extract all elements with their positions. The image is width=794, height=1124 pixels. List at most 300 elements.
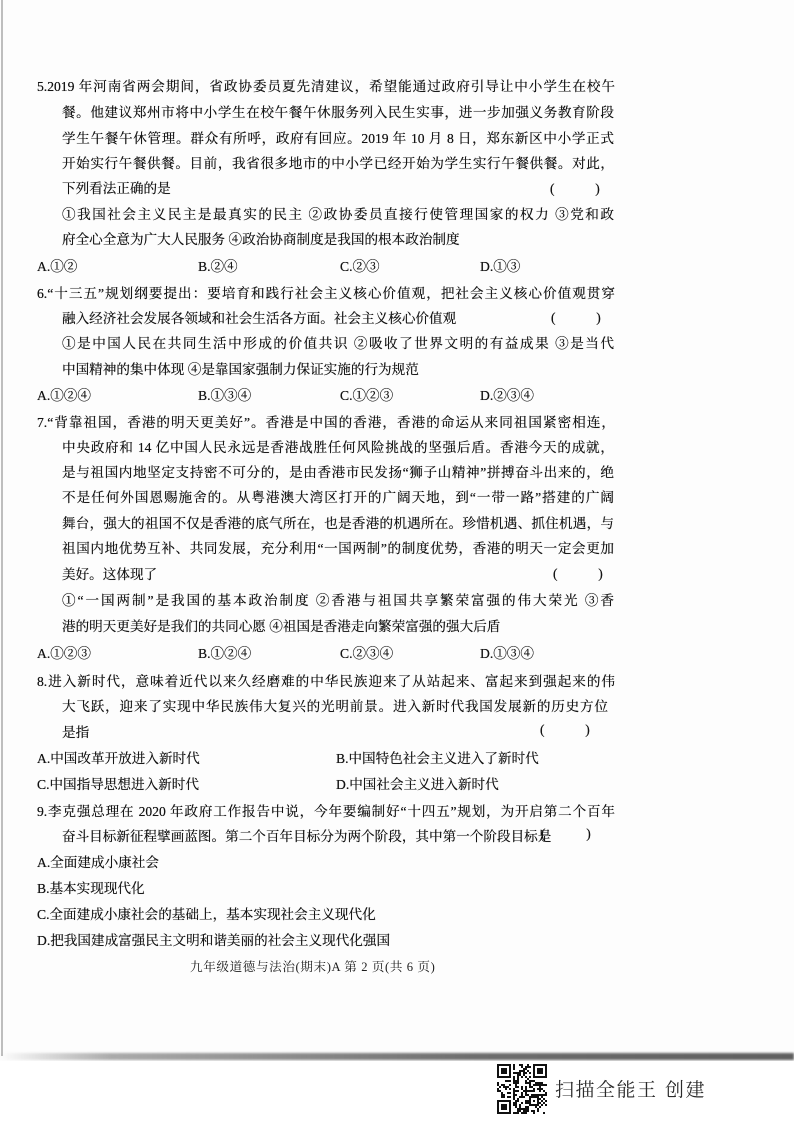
qr-module bbox=[517, 1074, 519, 1076]
qr-module bbox=[543, 1076, 545, 1078]
qr-module bbox=[529, 1090, 531, 1092]
qr-module bbox=[519, 1074, 521, 1076]
qr-module bbox=[523, 1074, 525, 1076]
qr-module bbox=[535, 1096, 537, 1098]
q5-option-d: D.①③ bbox=[480, 259, 521, 274]
q7-number: 7. bbox=[37, 415, 48, 430]
qr-module bbox=[527, 1110, 529, 1112]
qr-module bbox=[527, 1078, 529, 1080]
qr-module bbox=[509, 1108, 511, 1110]
qr-module bbox=[515, 1072, 517, 1074]
qr-module bbox=[507, 1076, 509, 1078]
q9-option-a: A.全面建成小康社会 bbox=[37, 855, 159, 870]
qr-code-icon bbox=[497, 1064, 547, 1114]
q5-statement-line-2: 府全心全意为广大人民服务 ④政治协商制度是我国的根本政治制度 bbox=[62, 232, 460, 247]
qr-module bbox=[517, 1078, 519, 1080]
qr-module bbox=[537, 1084, 539, 1086]
qr-module bbox=[497, 1088, 499, 1090]
qr-module bbox=[533, 1104, 535, 1106]
qr-module bbox=[531, 1090, 533, 1092]
qr-module bbox=[497, 1110, 499, 1112]
qr-module bbox=[517, 1082, 519, 1084]
qr-module bbox=[509, 1084, 511, 1086]
qr-module bbox=[541, 1082, 543, 1084]
qr-module bbox=[521, 1070, 523, 1072]
qr-module bbox=[519, 1096, 521, 1098]
qr-module bbox=[513, 1078, 515, 1080]
q6-option-a: A.①②④ bbox=[37, 388, 91, 403]
qr-module bbox=[503, 1108, 505, 1110]
qr-module bbox=[519, 1110, 521, 1112]
qr-module bbox=[533, 1070, 535, 1072]
qr-module bbox=[515, 1090, 517, 1092]
q9-answer-bracket: ( ) bbox=[541, 826, 591, 841]
qr-module bbox=[503, 1096, 505, 1098]
q7-option-c: C.②③④ bbox=[340, 646, 394, 661]
qr-module bbox=[527, 1070, 529, 1072]
qr-module bbox=[523, 1096, 525, 1098]
qr-module bbox=[521, 1112, 523, 1114]
q6-statement-line-2: 中国精神的集中体现 ④是靠国家强制力保证实施的行为规范 bbox=[62, 362, 419, 377]
qr-module bbox=[497, 1090, 499, 1092]
qr-module bbox=[533, 1084, 535, 1086]
q8-answer-bracket: ( ) bbox=[540, 722, 590, 737]
qr-module bbox=[503, 1072, 505, 1074]
qr-module bbox=[505, 1070, 507, 1072]
qr-module bbox=[497, 1112, 499, 1114]
qr-module bbox=[497, 1074, 499, 1076]
qr-module bbox=[505, 1072, 507, 1074]
qr-module bbox=[543, 1084, 545, 1086]
qr-module bbox=[501, 1094, 503, 1096]
qr-module bbox=[537, 1098, 539, 1100]
qr-module bbox=[543, 1090, 545, 1092]
qr-module bbox=[535, 1104, 537, 1106]
qr-module bbox=[515, 1084, 517, 1086]
qr-module bbox=[513, 1072, 515, 1074]
qr-module bbox=[533, 1066, 535, 1068]
qr-module bbox=[525, 1080, 527, 1082]
qr-module bbox=[521, 1086, 523, 1088]
qr-module bbox=[513, 1088, 515, 1090]
qr-module bbox=[525, 1102, 527, 1104]
q6-stem-line-2: 融入经济社会发展各领域和社会生活各方面。社会主义核心价值观 bbox=[62, 311, 457, 326]
qr-module bbox=[523, 1068, 525, 1070]
qr-module bbox=[517, 1076, 519, 1078]
qr-module bbox=[519, 1072, 521, 1074]
qr-module bbox=[505, 1068, 507, 1070]
q6-stem-text-1: “十三五”规划纲要提出：要培育和践行社会主义核心价值观，把社会主义核心价值观贯穿 bbox=[47, 286, 615, 301]
qr-module bbox=[545, 1092, 547, 1094]
qr-module bbox=[497, 1102, 499, 1104]
qr-module bbox=[497, 1066, 499, 1068]
qr-module bbox=[509, 1076, 511, 1078]
qr-module bbox=[507, 1100, 509, 1102]
qr-module bbox=[523, 1070, 525, 1072]
q7-stem-line-1 bbox=[37, 411, 615, 435]
qr-module bbox=[527, 1108, 529, 1110]
qr-module bbox=[545, 1084, 547, 1086]
qr-module bbox=[509, 1064, 511, 1066]
qr-module bbox=[533, 1074, 535, 1076]
qr-module bbox=[515, 1104, 517, 1106]
qr-module bbox=[539, 1082, 541, 1084]
qr-module bbox=[519, 1104, 521, 1106]
page-footer: 九年级道德与法治(期末)A 第 2 页(共 6 页) bbox=[190, 960, 436, 974]
qr-module bbox=[537, 1068, 539, 1070]
q9-option-d: D.把我国建成富强民主文明和谐美丽的社会主义现代化强国 bbox=[37, 933, 391, 948]
q7-stem-line-6: 祖国内地优势互补、共同发展，充分利用“一国两制”的制度优势，香港的明天一定会更加 bbox=[62, 541, 614, 556]
qr-module bbox=[527, 1064, 529, 1066]
qr-module bbox=[537, 1104, 539, 1106]
qr-module bbox=[545, 1074, 547, 1076]
qr-module bbox=[537, 1072, 539, 1074]
qr-module bbox=[541, 1064, 543, 1066]
qr-module bbox=[519, 1108, 521, 1110]
qr-module bbox=[541, 1094, 543, 1096]
qr-module bbox=[531, 1104, 533, 1106]
qr-module bbox=[529, 1084, 531, 1086]
qr-module bbox=[497, 1108, 499, 1110]
qr-module bbox=[497, 1068, 499, 1070]
q6-statement-line-1: ①是中国人民在共同生活中形成的价值共识 ②吸收了世界文明的有益成果 ③是当代 bbox=[62, 336, 614, 351]
qr-module bbox=[541, 1076, 543, 1078]
qr-module bbox=[529, 1102, 531, 1104]
qr-module bbox=[537, 1110, 539, 1112]
qr-module bbox=[537, 1102, 539, 1104]
qr-module bbox=[513, 1112, 515, 1114]
q7-option-a: A.①②③ bbox=[37, 646, 91, 661]
qr-module bbox=[501, 1072, 503, 1074]
qr-module bbox=[545, 1100, 547, 1102]
qr-module bbox=[529, 1096, 531, 1098]
qr-module bbox=[509, 1110, 511, 1112]
q8-stem-line-1 bbox=[37, 670, 615, 694]
qr-module bbox=[509, 1104, 511, 1106]
qr-module bbox=[545, 1094, 547, 1096]
q5-stem-line-2: 餐。他建议郑州市将中小学生在校午餐午休服务列入民生实事，进一步加强义务教育阶段 bbox=[62, 105, 614, 120]
q8-option-c: C.中国指导思想进入新时代 bbox=[37, 777, 199, 792]
qr-module bbox=[525, 1082, 527, 1084]
qr-module bbox=[539, 1094, 541, 1096]
qr-module bbox=[533, 1094, 535, 1096]
qr-module bbox=[513, 1066, 515, 1068]
q5-statement-line-1: ①我国社会主义民主是最真实的民主 ②政协委员直接行使管理国家的权力 ③党和政 bbox=[62, 207, 614, 222]
q7-statement-line-1: ①“一国两制”是我国的基本政治制度 ②香港与祖国共享繁荣富强的伟大荣光 ③香 bbox=[62, 593, 614, 608]
qr-module bbox=[539, 1090, 541, 1092]
qr-module bbox=[533, 1090, 535, 1092]
q5-stem-text-1: 2019 年河南省两会期间，省政协委员夏先清建议，希望能通过政府引导让中小学生在校午 bbox=[47, 79, 615, 94]
qr-module bbox=[507, 1112, 509, 1114]
qr-module bbox=[535, 1064, 537, 1066]
qr-module bbox=[505, 1106, 507, 1108]
qr-module bbox=[513, 1082, 515, 1084]
qr-module bbox=[531, 1094, 533, 1096]
qr-module bbox=[537, 1088, 539, 1090]
qr-module bbox=[515, 1094, 517, 1096]
qr-module bbox=[525, 1072, 527, 1074]
qr-module bbox=[521, 1092, 523, 1094]
qr-module bbox=[505, 1100, 507, 1102]
qr-module bbox=[501, 1070, 503, 1072]
qr-module bbox=[523, 1108, 525, 1110]
qr-module bbox=[527, 1100, 529, 1102]
qr-module bbox=[501, 1096, 503, 1098]
qr-module bbox=[509, 1088, 511, 1090]
qr-module bbox=[515, 1106, 517, 1108]
qr-module bbox=[509, 1068, 511, 1070]
qr-module bbox=[517, 1108, 519, 1110]
qr-module bbox=[541, 1100, 543, 1102]
qr-module bbox=[535, 1094, 537, 1096]
qr-module bbox=[513, 1102, 515, 1104]
qr-module bbox=[521, 1088, 523, 1090]
qr-module bbox=[535, 1106, 537, 1108]
qr-module bbox=[503, 1084, 505, 1086]
qr-module bbox=[515, 1086, 517, 1088]
qr-module bbox=[545, 1076, 547, 1078]
qr-module bbox=[529, 1098, 531, 1100]
qr-module bbox=[503, 1094, 505, 1096]
qr-module bbox=[521, 1102, 523, 1104]
qr-module bbox=[533, 1080, 535, 1082]
qr-module bbox=[517, 1100, 519, 1102]
q7-statement-line-2: 港的明天更美好是我们的共同心愿 ④祖国是香港走向繁荣富强的强大后盾 bbox=[62, 619, 501, 634]
qr-module bbox=[539, 1098, 541, 1100]
q6-number: 6. bbox=[37, 286, 48, 301]
qr-module bbox=[525, 1092, 527, 1094]
qr-module bbox=[515, 1112, 517, 1114]
qr-module bbox=[531, 1096, 533, 1098]
qr-module bbox=[531, 1110, 533, 1112]
q5-stem-line-4: 开始实行午餐供餐。目前，我省很多地市的中小学已经开始为学生实行午餐供餐。对此， bbox=[62, 156, 614, 171]
qr-module bbox=[501, 1100, 503, 1102]
qr-module bbox=[501, 1084, 503, 1086]
q5-number: 5. bbox=[37, 79, 48, 94]
qr-module bbox=[527, 1082, 529, 1084]
qr-module bbox=[517, 1090, 519, 1092]
qr-module bbox=[537, 1064, 539, 1066]
qr-module bbox=[517, 1112, 519, 1114]
qr-module bbox=[533, 1068, 535, 1070]
q5-option-c: C.②③ bbox=[340, 259, 380, 274]
qr-module bbox=[541, 1070, 543, 1072]
qr-module bbox=[501, 1104, 503, 1106]
qr-module bbox=[541, 1084, 543, 1086]
qr-module bbox=[499, 1076, 501, 1078]
qr-module bbox=[541, 1072, 543, 1074]
qr-module bbox=[541, 1104, 543, 1106]
q7-stem-line-3: 是与祖国内地坚定支持密不可分的，是由香港市民发扬“狮子山精神”拼搏奋斗出来的，绝 bbox=[62, 465, 614, 480]
qr-module bbox=[545, 1066, 547, 1068]
scanner-credit: 扫描全能王 创建 bbox=[555, 1079, 707, 1101]
qr-module bbox=[519, 1070, 521, 1072]
qr-module bbox=[505, 1088, 507, 1090]
qr-module bbox=[529, 1072, 531, 1074]
qr-module bbox=[533, 1112, 535, 1114]
qr-module bbox=[539, 1076, 541, 1078]
q7-stem-text-1: “背靠祖国，香港的明天更美好”。香港是中国的香港，香港的命运从来同祖国紧密相连， bbox=[47, 415, 615, 430]
qr-module bbox=[503, 1070, 505, 1072]
qr-module bbox=[543, 1064, 545, 1066]
qr-module bbox=[525, 1094, 527, 1096]
qr-module bbox=[521, 1094, 523, 1096]
qr-module bbox=[513, 1098, 515, 1100]
qr-module bbox=[525, 1066, 527, 1068]
qr-module bbox=[529, 1086, 531, 1088]
qr-module bbox=[537, 1094, 539, 1096]
qr-module bbox=[515, 1080, 517, 1082]
qr-module bbox=[527, 1090, 529, 1092]
qr-module bbox=[523, 1112, 525, 1114]
qr-module bbox=[513, 1090, 515, 1092]
qr-module bbox=[533, 1076, 535, 1078]
qr-module bbox=[517, 1086, 519, 1088]
qr-module bbox=[503, 1106, 505, 1108]
q5-option-b: B.②④ bbox=[198, 259, 238, 274]
qr-module bbox=[509, 1074, 511, 1076]
qr-module bbox=[539, 1068, 541, 1070]
qr-module bbox=[529, 1066, 531, 1068]
qr-module bbox=[509, 1102, 511, 1104]
qr-module bbox=[497, 1084, 499, 1086]
qr-module bbox=[521, 1076, 523, 1078]
qr-module bbox=[537, 1076, 539, 1078]
qr-module bbox=[539, 1088, 541, 1090]
qr-module bbox=[545, 1068, 547, 1070]
qr-module bbox=[513, 1076, 515, 1078]
qr-module bbox=[537, 1108, 539, 1110]
q7-stem-line-2: 中央政府和 14 亿中国人民永远是香港战胜任何风险挑战的坚强后盾。香港今天的成就， bbox=[62, 440, 614, 455]
qr-module bbox=[519, 1106, 521, 1108]
qr-module bbox=[505, 1086, 507, 1088]
qr-module bbox=[499, 1112, 501, 1114]
q7-answer-bracket: ( ) bbox=[553, 566, 603, 581]
qr-module bbox=[531, 1086, 533, 1088]
qr-module bbox=[503, 1064, 505, 1066]
qr-module bbox=[497, 1082, 499, 1084]
qr-module bbox=[523, 1110, 525, 1112]
qr-module bbox=[541, 1096, 543, 1098]
qr-module bbox=[533, 1088, 535, 1090]
q5-answer-bracket: ( ) bbox=[550, 181, 600, 196]
qr-module bbox=[525, 1100, 527, 1102]
qr-module bbox=[501, 1068, 503, 1070]
q8-stem-text-1: 进入新时代，意味着近代以来久经磨难的中华民族迎来了从站起来、富起来到强起来的伟 bbox=[47, 674, 615, 689]
q6-option-c: C.①②③ bbox=[340, 388, 394, 403]
qr-module bbox=[497, 1070, 499, 1072]
qr-module bbox=[497, 1104, 499, 1106]
qr-module bbox=[517, 1098, 519, 1100]
q6-option-d: D.②③④ bbox=[480, 388, 534, 403]
q6-answer-bracket: ( ) bbox=[551, 310, 601, 325]
q7-stem-line-4: 不是任何外国恩赐施舍的。从粤港澳大湾区打开的广阔天地，到“一带一路”搭建的广阔 bbox=[62, 490, 614, 505]
qr-module bbox=[507, 1096, 509, 1098]
qr-module bbox=[533, 1064, 535, 1066]
qr-module bbox=[533, 1100, 535, 1102]
q8-number: 8. bbox=[37, 674, 48, 689]
qr-module bbox=[503, 1076, 505, 1078]
qr-module bbox=[517, 1072, 519, 1074]
qr-module bbox=[527, 1094, 529, 1096]
qr-module bbox=[529, 1076, 531, 1078]
qr-module bbox=[543, 1098, 545, 1100]
qr-module bbox=[503, 1104, 505, 1106]
qr-module bbox=[505, 1108, 507, 1110]
qr-module bbox=[505, 1076, 507, 1078]
qr-module bbox=[509, 1106, 511, 1108]
qr-module bbox=[535, 1082, 537, 1084]
qr-module bbox=[507, 1092, 509, 1094]
q8-option-b: B.中国特色社会主义进入了新时代 bbox=[336, 751, 539, 766]
qr-module bbox=[525, 1088, 527, 1090]
qr-module bbox=[539, 1106, 541, 1108]
qr-module bbox=[513, 1094, 515, 1096]
q5-stem-line-3: 学生午餐午休管理。群众有所呼，政府有回应。2019 年 10 月 8 日，郑东新区中小学正式 bbox=[62, 131, 614, 146]
q5-option-a: A.①② bbox=[37, 259, 78, 274]
qr-module bbox=[499, 1086, 501, 1088]
qr-module bbox=[523, 1072, 525, 1074]
q9-number: 9. bbox=[37, 804, 48, 819]
qr-module bbox=[525, 1108, 527, 1110]
qr-module bbox=[505, 1080, 507, 1082]
qr-module bbox=[509, 1080, 511, 1082]
qr-module bbox=[537, 1070, 539, 1072]
qr-module bbox=[533, 1072, 535, 1074]
qr-module bbox=[503, 1068, 505, 1070]
qr-module bbox=[513, 1064, 515, 1066]
qr-module bbox=[499, 1090, 501, 1092]
qr-module bbox=[541, 1088, 543, 1090]
qr-module bbox=[501, 1112, 503, 1114]
qr-module bbox=[515, 1082, 517, 1084]
qr-module bbox=[545, 1072, 547, 1074]
qr-module bbox=[509, 1066, 511, 1068]
qr-module bbox=[501, 1092, 503, 1094]
q6-stem-line-1 bbox=[37, 282, 615, 306]
qr-module bbox=[503, 1086, 505, 1088]
scan-bottom-edge bbox=[0, 1053, 794, 1060]
qr-module bbox=[539, 1084, 541, 1086]
qr-module bbox=[543, 1102, 545, 1104]
qr-module bbox=[527, 1102, 529, 1104]
qr-module bbox=[503, 1112, 505, 1114]
qr-module bbox=[537, 1096, 539, 1098]
qr-module bbox=[525, 1086, 527, 1088]
qr-module bbox=[513, 1080, 515, 1082]
qr-module bbox=[501, 1108, 503, 1110]
qr-module bbox=[513, 1068, 515, 1070]
qr-module bbox=[507, 1064, 509, 1066]
qr-module bbox=[503, 1100, 505, 1102]
qr-module bbox=[535, 1084, 537, 1086]
qr-module bbox=[525, 1106, 527, 1108]
qr-module bbox=[521, 1096, 523, 1098]
qr-module bbox=[507, 1080, 509, 1082]
qr-module bbox=[509, 1096, 511, 1098]
qr-module bbox=[497, 1100, 499, 1102]
qr-module bbox=[525, 1076, 527, 1078]
q7-option-d: D.①③④ bbox=[480, 646, 534, 661]
qr-module bbox=[527, 1106, 529, 1108]
qr-module bbox=[521, 1108, 523, 1110]
qr-module bbox=[543, 1094, 545, 1096]
q8-option-d: D.中国社会主义进入新时代 bbox=[336, 777, 499, 792]
qr-module bbox=[521, 1064, 523, 1066]
q8-stem-line-2: 大飞跃，迎来了实现中华民族伟大复兴的光明前景。进入新时代我国发展新的历史方位 bbox=[62, 699, 608, 714]
qr-module bbox=[513, 1104, 515, 1106]
qr-module bbox=[525, 1110, 527, 1112]
